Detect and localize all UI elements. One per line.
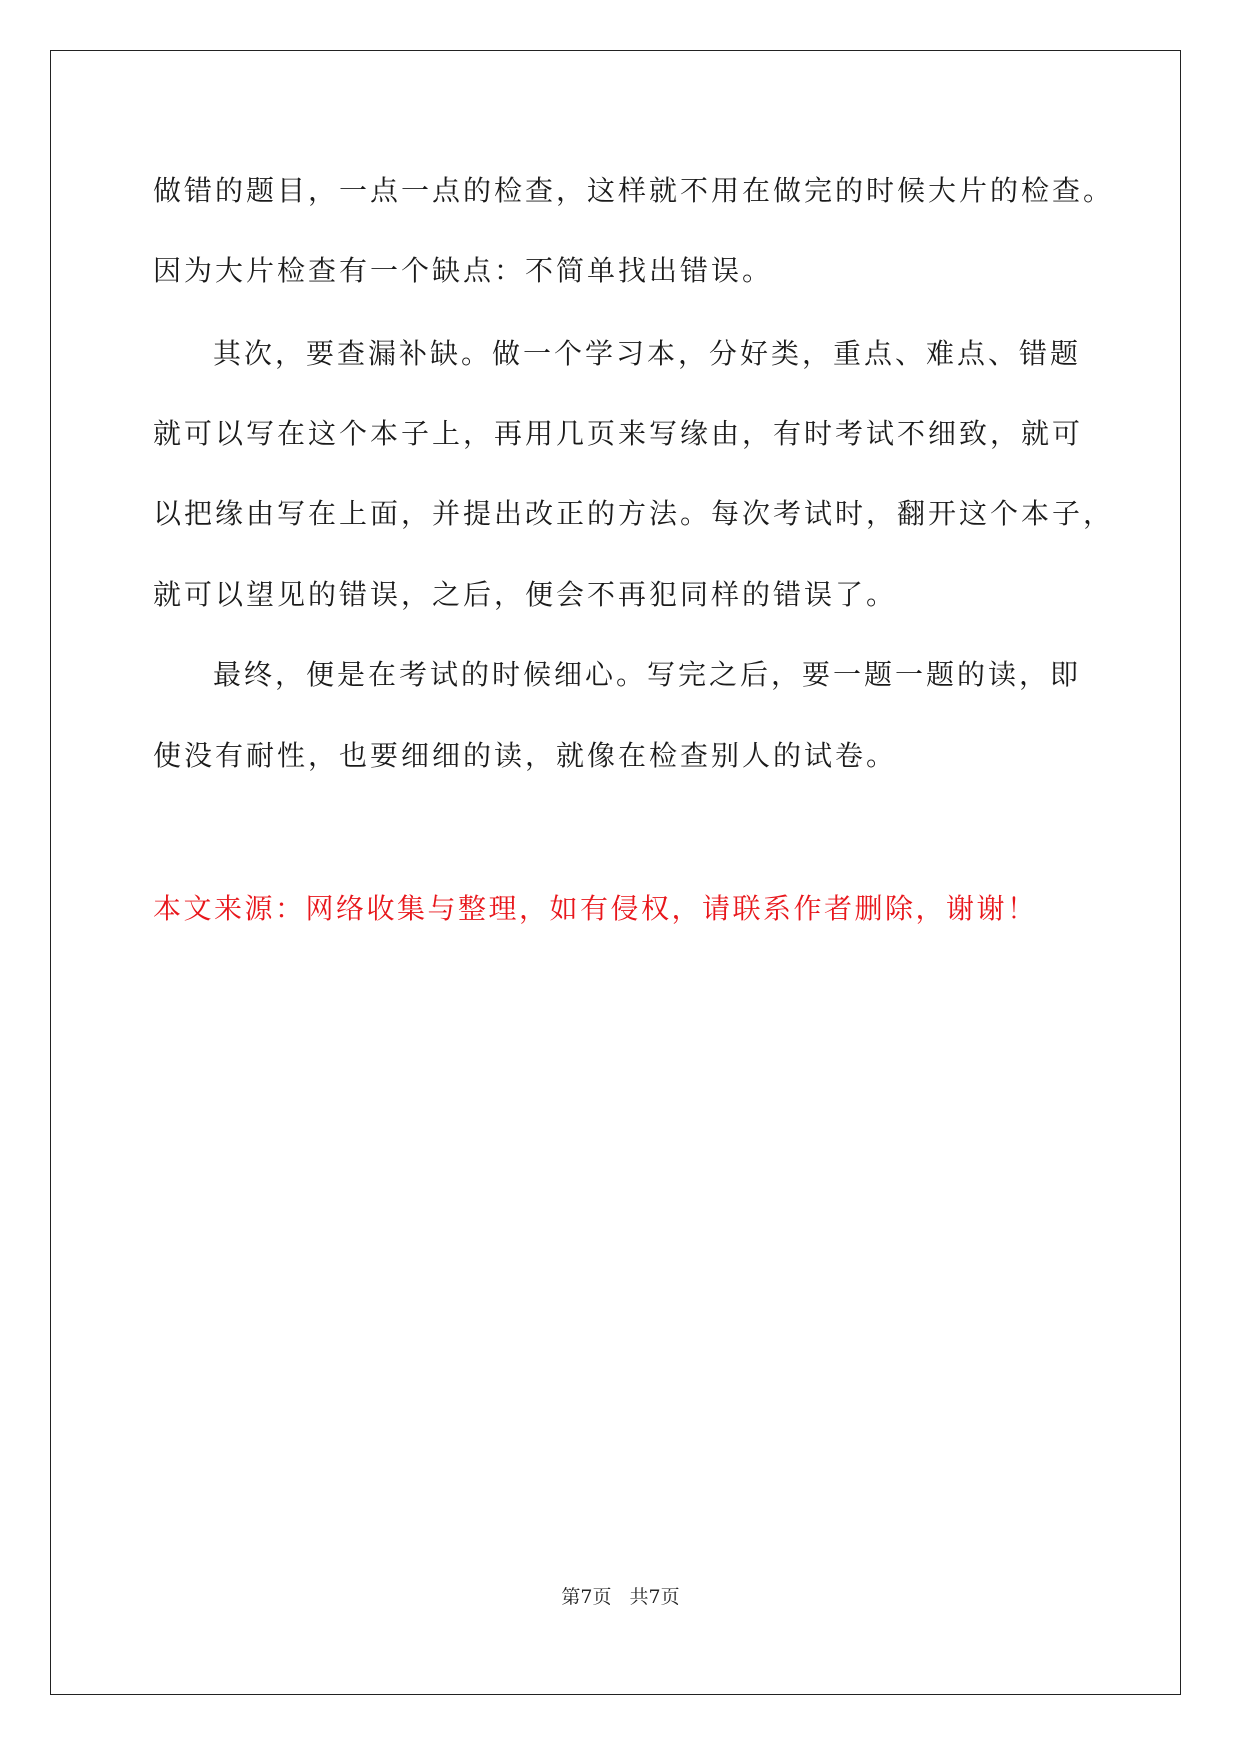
text-line: 做错的题目，一点一点的检查，这样就不用在做完的时候大片的检查。 <box>153 174 1115 207</box>
page-border <box>50 50 1181 1695</box>
text-line: 就可以望见的错误，之后，便会不再犯同样的错误了。 <box>153 578 898 611</box>
page-footer <box>0 1584 1241 1610</box>
source-notice: 本文来源：网络收集与整理，如有侵权，请联系作者删除，谢谢！ <box>153 892 1038 925</box>
current-page-label: 第7页 <box>561 1586 612 1608</box>
text-line: 以把缘由写在上面，并提出改正的方法。每次考试时，翻开这个本子， <box>153 497 1115 530</box>
text-line: 使没有耐性，也要细细的读，就像在检查别人的试卷。 <box>153 739 898 772</box>
paragraph-start-line: 最终，便是在考试的时候细心。写完之后，要一题一题的读，即 <box>213 658 1082 691</box>
total-pages-label: 共7页 <box>629 1586 680 1608</box>
text-line: 就可以写在这个本子上，再用几页来写缘由，有时考试不细致，就可 <box>153 417 1084 450</box>
paragraph-start-line: 其次，要查漏补缺。做一个学习本，分好类，重点、难点、错题 <box>213 337 1082 370</box>
text-line: 因为大片检查有一个缺点：不简单找出错误。 <box>153 254 774 287</box>
